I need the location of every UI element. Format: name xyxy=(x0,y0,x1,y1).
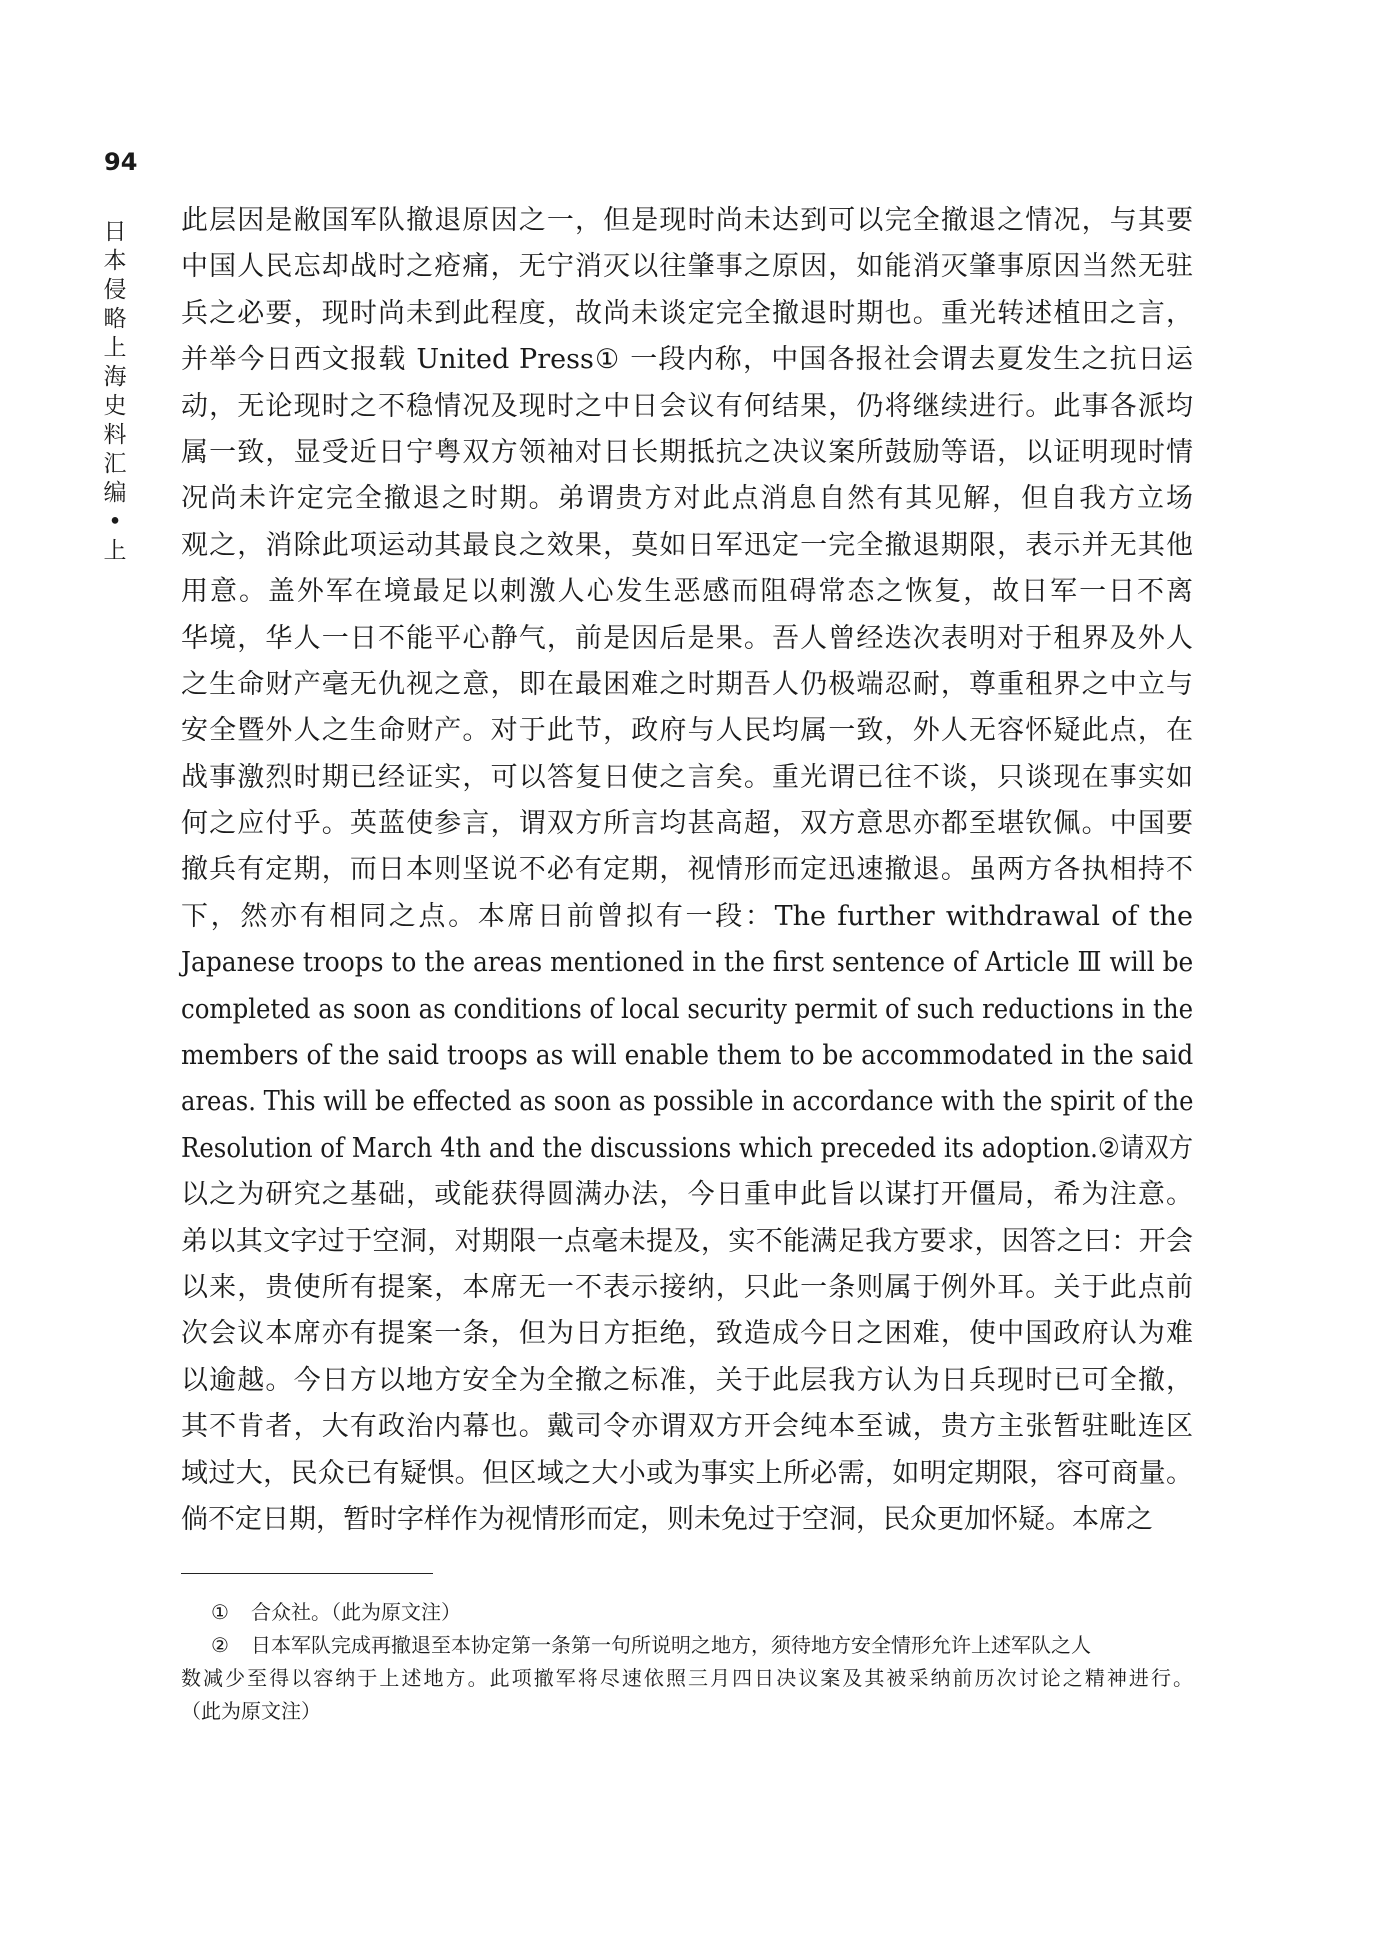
page-number: 94 xyxy=(104,148,138,176)
text-line: Japanese troops to the areas mentioned in the first sentence of Article Ⅲ will be xyxy=(181,947,1194,979)
text-line: 况尚未许定完全撤退之时期。弟谓贵方对此点消息自然有其见解，但自我方立场 xyxy=(181,483,1193,515)
text-line: 中国人民忘却战时之疮痛，无宁消灭以往肇事之原因，如能消灭肇事原因当然无驻 xyxy=(181,251,1193,283)
text-line: 属一致，显受近日宁粤双方领袖对日长期抵抗之决议案所鼓励等语，以证明现时情 xyxy=(181,436,1193,468)
text-line: 安全暨外人之生命财产。对于此节，政府与人民均属一致，外人无容怀疑此点，在 xyxy=(181,715,1193,747)
text-line: completed as soon as conditions of local security permit of such reductions in the xyxy=(181,993,1194,1025)
footnote-text: 数减少至得以容纳于上述地方。此项撤军将尽速依照三月四日决议案及其被采纳前历次讨论之精神进行。 xyxy=(181,1666,1193,1690)
footnote-text: 合众社。（此为原文注） xyxy=(251,1600,461,1624)
text-line: 此层因是敝国军队撤退原因之一，但是现时尚未达到可以完全撤退之情况，与其要 xyxy=(181,205,1193,236)
footnote-2 xyxy=(181,1629,1193,1662)
text-line: 域过大，民众已有疑惧。但区域之大小或为事实上所必需，如明定期限，容可商量。 xyxy=(181,1457,1193,1489)
text-line: 何之应付乎。英蓝使参言，谓双方所言均甚高超，双方意思亦都至堪钦佩。中国要 xyxy=(181,808,1193,840)
text-line: 下，然亦有相同之点。本席日前曾拟有一段：The further withdrawal of the xyxy=(181,900,1193,932)
footnote-marker: ① xyxy=(211,1600,229,1624)
text-line: 弟以其文字过于空洞，对期限一点毫未提及，实不能满足我方要求，因答之曰：开会 xyxy=(181,1225,1193,1257)
text-line: 兵之必要，现时尚未到此程度，故尚未谈定完全撤退时期也。重光转述植田之言， xyxy=(181,297,1193,329)
text-line: 次会议本席亦有提案一条，但为日方拒绝，致造成今日之困难，使中国政府认为难 xyxy=(181,1318,1193,1350)
body-text xyxy=(181,198,1193,1543)
footnotes xyxy=(181,1596,1193,1728)
text-line: 用意。盖外军在境最足以刺激人心发生恶感而阻碍常态之恢复，故日军一日不离 xyxy=(181,576,1193,608)
text-line: 之生命财产毫无仇视之意，即在最困难之时期吾人仍极端忍耐，尊重租界之中立与 xyxy=(181,668,1193,700)
text-line: 撤兵有定期，而日本则坚说不必有定期，视情形而定迅速撤退。虽两方各执相持不 xyxy=(181,854,1193,886)
text-line: 其不肯者，大有政治内幕也。戴司令亦谓双方开会纯本至诚，贵方主张暂驻毗连区 xyxy=(181,1411,1193,1443)
text-line: 并举今日西文报载 United Press① 一段内称，中国各报社会谓去夏发生之抗日运 xyxy=(181,344,1193,376)
footnote-1 xyxy=(181,1596,1193,1629)
text-line: areas. This will be effected as soon as possible in accordance with the spirit of the xyxy=(181,1086,1194,1118)
running-head: 日本侵略上海史料汇编•上 xyxy=(103,219,127,564)
footnote-text: （此为原文注） xyxy=(181,1699,321,1723)
text-line: 以之为研究之基础，或能获得圆满办法，今日重申此旨以谋打开僵局，希为注意。 xyxy=(181,1179,1193,1211)
footnote-marker: ② xyxy=(211,1633,229,1657)
text-line: 华境，华人一日不能平心静气，前是因后是果。吾人曾经迭次表明对于租界及外人 xyxy=(181,622,1193,654)
text-line: 以来，贵使所有提案，本席无一不表示接纳，只此一条则属于例外耳。关于此点前 xyxy=(181,1271,1193,1303)
text-line: 倘不定日期，暂时字样作为视情形而定，则未免过于空洞，民众更加怀疑。本席之 xyxy=(181,1503,1153,1535)
text-line: Resolution of March 4th and the discussions which preceded its adoption.②请双方 xyxy=(181,1132,1193,1164)
text-line: members of the said troops as will enable them to be accommodated in the said xyxy=(181,1040,1194,1072)
footnote-text: 日本军队完成再撤退至本协定第一条第一句所说明之地方，须待地方安全情形允许上述军队之人 xyxy=(251,1633,1091,1657)
text-line: 动，无论现时之不稳情况及现时之中日会议有何结果，仍将继续进行。此事各派均 xyxy=(181,390,1193,422)
text-line: 以逾越。今日方以地方安全为全撤之标准，关于此层我方认为日兵现时已可全撤， xyxy=(181,1364,1193,1396)
footnote-divider xyxy=(181,1573,433,1574)
text-line: 观之，消除此项运动其最良之效果，莫如日军迅定一完全撤退期限，表示并无其他 xyxy=(181,529,1193,561)
text-line: 战事激烈时期已经证实，可以答复日使之言矣。重光谓已往不谈，只谈现在事实如 xyxy=(181,761,1193,793)
